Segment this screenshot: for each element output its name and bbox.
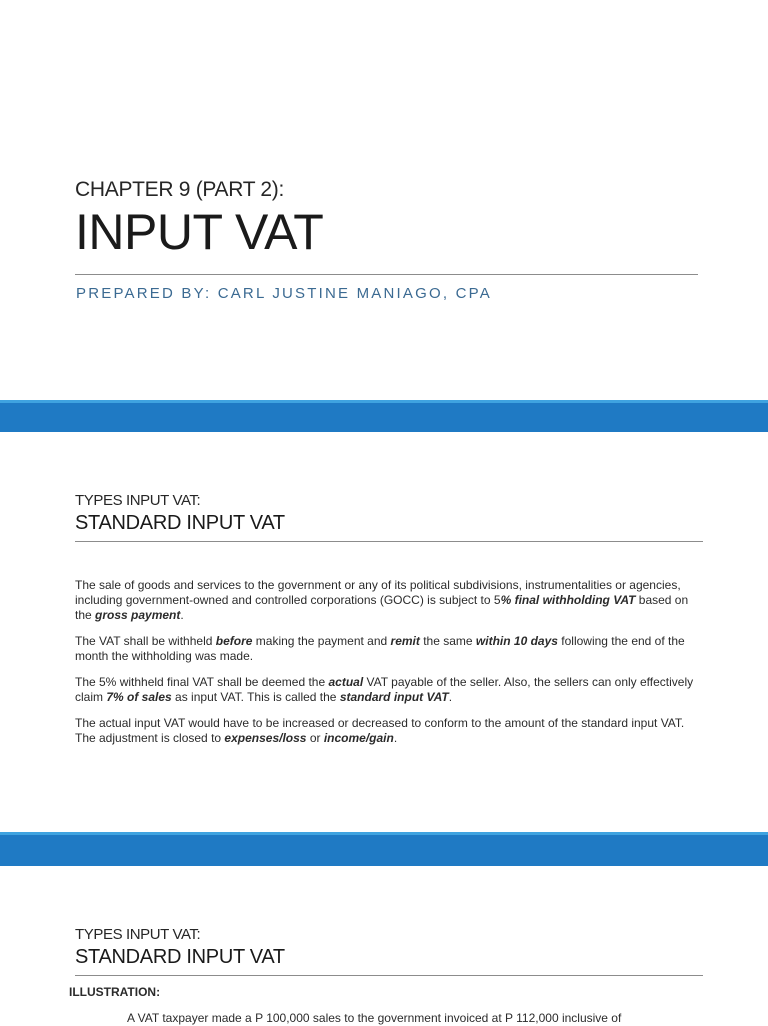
chapter-label: CHAPTER 9 (PART 2): — [75, 178, 285, 201]
heading-divider — [75, 541, 703, 542]
illustration-label: ILLUSTRATION: — [69, 985, 161, 999]
slide-title: INPUT VAT — [75, 204, 324, 260]
content-slide-2 — [0, 866, 768, 1024]
author-subtitle: PREPARED BY: CARL JUSTINE MANIAGO, CPA — [76, 285, 492, 302]
title-divider — [75, 274, 698, 275]
illustration-text: A VAT taxpayer made a P 100,000 sales to the government invoiced at P 112,000 inclusive of — [127, 1011, 622, 1025]
paragraph-2: The VAT shall be withheld before making the payment and remit the same within 10 days following the end of the month the withholding was made. — [75, 634, 685, 663]
slide-separator — [0, 832, 768, 866]
paragraph-1: The sale of goods and services to the government or any of its political subdivisions, instrumentalities or agencies, including government-owned and controlled corporations (GOCC) is subject to 5% final withholding VAT based on the gross payment. — [75, 578, 689, 622]
slide-body — [75, 578, 695, 757]
slide-heading: STANDARD INPUT VAT — [75, 512, 285, 534]
paragraph-3: The 5% withheld final VAT shall be deemed the actual VAT payable of the seller. Also, the sellers can only effectively claim 7% of sales as input VAT. This is called the standard input VAT. — [75, 675, 694, 704]
heading-divider — [75, 975, 703, 976]
paragraph-4: The actual input VAT would have to be increased or decreased to conform to the amount of the standard input VAT. The adjustment is closed to expenses/loss or income/gain. — [75, 716, 685, 745]
slide-heading: STANDARD INPUT VAT — [75, 946, 285, 968]
slide-kicker: TYPES INPUT VAT: — [75, 926, 201, 943]
slide-kicker: TYPES INPUT VAT: — [75, 492, 201, 509]
slide-separator — [0, 400, 768, 432]
content-slide-1 — [0, 432, 768, 832]
title-slide — [0, 0, 768, 400]
